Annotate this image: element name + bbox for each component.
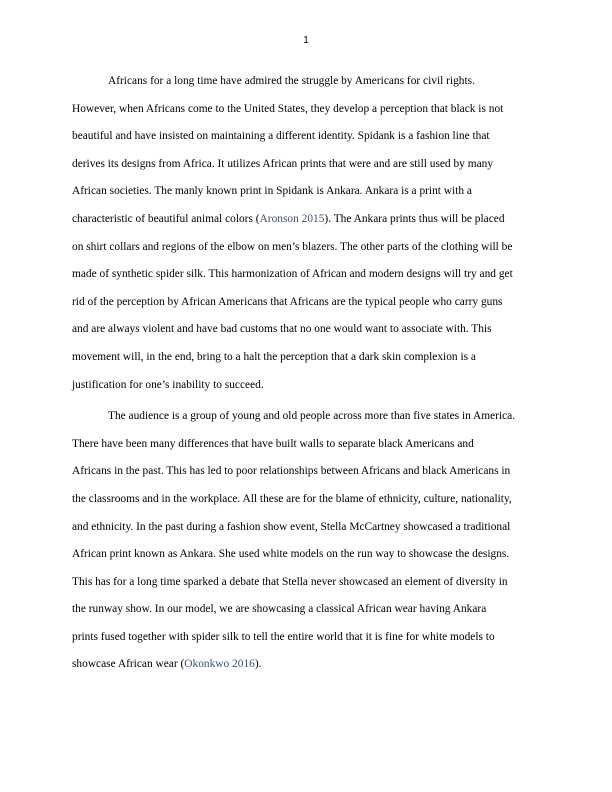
text-run: ). The Ankara prints thus will be placed (324, 212, 505, 225)
text-run: characteristic of beautiful animal colors ( (72, 212, 260, 225)
text-run: This has for a long time sparked a debate that Stella never showcased an element of diversity in (72, 575, 508, 588)
text-run: ). (254, 658, 262, 671)
paragraph (72, 403, 540, 679)
text-line (72, 403, 540, 431)
citation: Aronson 2015 (259, 212, 325, 225)
text-run: prints fused together with spider silk to tell the entire world that it is fine for white models to (72, 630, 495, 643)
text-line (72, 178, 540, 206)
text-line (72, 569, 540, 597)
text-run: The audience is a group of young and old people across more than five states in America. (108, 410, 516, 423)
text-line (72, 372, 540, 400)
text-line (72, 123, 540, 151)
text-line (72, 234, 540, 262)
text-line (72, 316, 540, 344)
text-line (72, 596, 540, 624)
text-line (72, 651, 540, 679)
text-line (72, 458, 540, 486)
text-line (72, 96, 540, 124)
text-run: There have been many differences that have built walls to separate black Americans and (72, 437, 474, 450)
text-run: African societies. The manly known print in Spidank is Ankara. Ankara is a print with a (72, 185, 472, 198)
text-line (72, 624, 540, 652)
text-run: beautiful and have insisted on maintaining a different identity. Spidank is a fashion line that (72, 130, 490, 143)
text-run: derives its designs from Africa. It utilizes African prints that were and are still used by many (72, 157, 494, 170)
text-line (72, 486, 540, 514)
text-line (72, 68, 540, 96)
text-run: Africans for a long time have admired the struggle by Americans for civil rights. (108, 75, 475, 87)
text-line (72, 344, 540, 372)
text-line (72, 431, 540, 459)
text-line (72, 206, 540, 234)
text-run: movement will, in the end, bring to a halt the perception that a dark skin complexion is a (72, 350, 476, 363)
text-run: However, when Africans come to the United States, they develop a perception that black is not (72, 102, 504, 115)
text-run: on shirt collars and regions of the elbow on men’s blazers. The other parts of the clothing will be (72, 240, 513, 253)
text-run: showcase African wear ( (72, 658, 185, 671)
text-run: the classrooms and in the workplace. All these are for the blame of ethnicity, culture, nationality, (72, 492, 512, 505)
text-run: rid of the perception by African Americans that Africans are the typical people who carry guns (72, 295, 503, 308)
body-text (72, 68, 540, 679)
text-line (72, 541, 540, 569)
paragraph (72, 68, 540, 399)
text-line (72, 289, 540, 317)
page-number: 1 (303, 35, 309, 46)
text-run: Africans in the past. This has led to poor relationships between Africans and black Americans in (72, 465, 511, 478)
text-run: justification for one’s inability to succeed. (72, 378, 264, 391)
text-run: African print known as Ankara. She used white models on the run way to showcase the designs. (72, 548, 510, 561)
text-line (72, 514, 540, 542)
citation: Okonkwo 2016 (184, 658, 255, 671)
text-run: and are always violent and have bad customs that no one would want to associate with. This (72, 323, 492, 336)
text-line (72, 151, 540, 179)
text-run: made of synthetic spider silk. This harmonization of African and modern designs will try and get (72, 268, 513, 281)
text-line (72, 261, 540, 289)
text-run: the runway show. In our model, we are showcasing a classical African wear having Ankara (72, 603, 487, 616)
text-run: and ethnicity. In the past during a fashion show event, Stella McCartney showcased a traditional (72, 520, 511, 533)
